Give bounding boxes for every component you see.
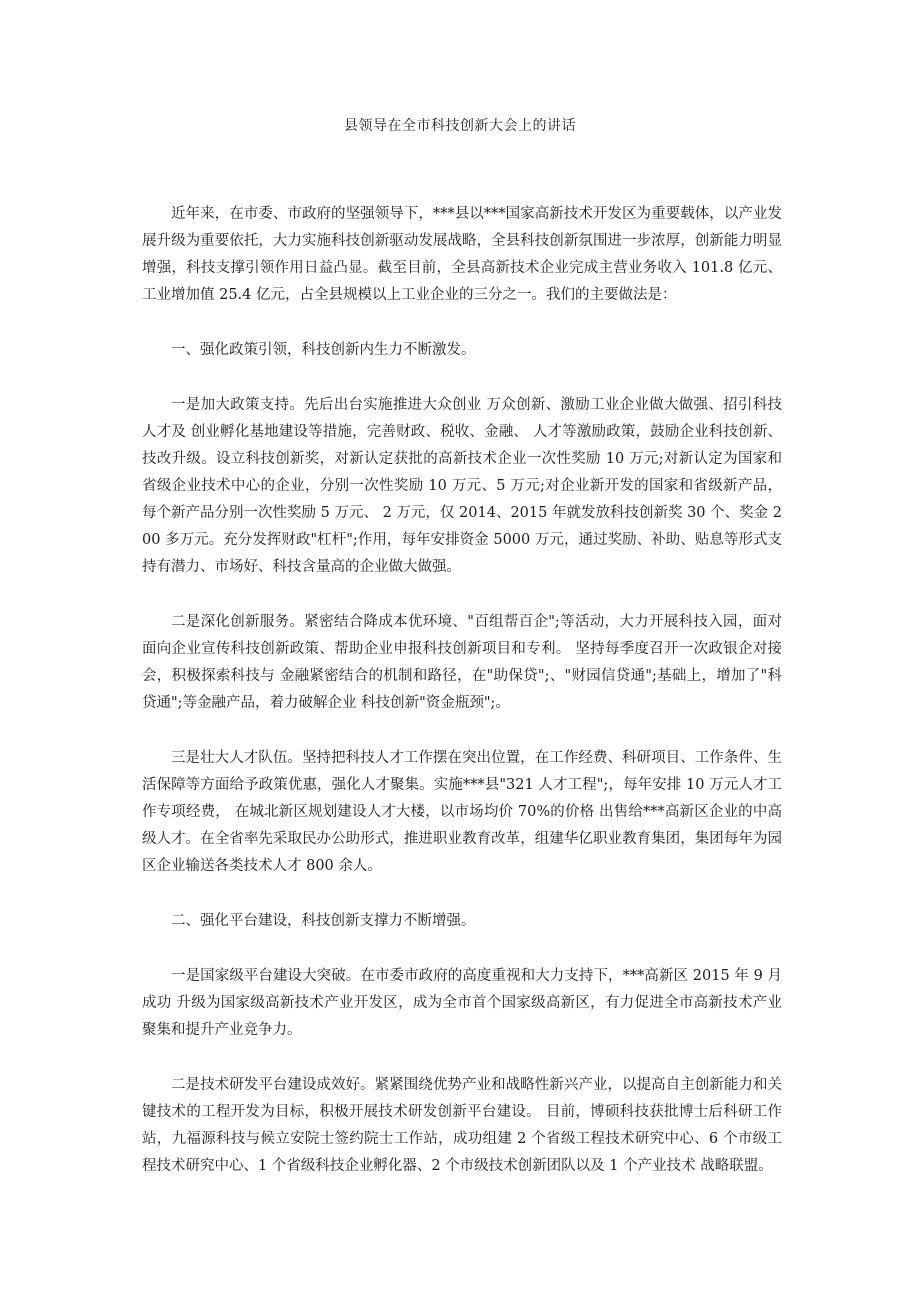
- rd-platform-paragraph: 二是技术研发平台建设成效好。紧紧围绕优势产业和战略性新兴产业，以提高自主创新能力和关键技术的工程开发为目标，积极开展技术研发创新平台建设。 目前，博硕科技获批博士后科研工作站，九福源科技与候立安院士签约院士工作站，成功组建 2 个省级工程技术研究中心、6 个市级工程技术研究中心、1 个省级科技企业孵化器、2 个市级技术创新团队以及 1 个产业技术 战略联盟。: [142, 1077, 782, 1174]
- national-platform-paragraph: 一是国家级平台建设大突破。在市委市政府的高度重视和大力支持下，***高新区 2015 年 9 月成功 升级为国家级高新技术产业开发区，成为全市首个国家级高新区，有力促进全市高新技术产业聚集和提升产业竞争力。: [142, 968, 782, 1038]
- intro-paragraph: 近年来，在市委、市政府的坚强领导下，***县以***国家高新技术开发区为重要载体，以产业发展升级为重要依托，大力实施科技创新驱动发展战略，全县科技创新氛围进一步浓厚，创新能力明显增强，科技支撑引领作用日益凸显。截至目前，全县高新技术企业完成主营业务收入 101.8 亿元、工业增加值 25.4 亿元，占全县规模以上工业企业的三分之一。我们的主要做法是：: [142, 206, 782, 303]
- policy-support-paragraph: 一是加大政策支持。先后出台实施推进大众创业 万众创新、激励工业企业做大做强、招引科技人才及 创业孵化基地建设等措施，完善财政、税收、金融、 人才等激励政策，鼓励企业科技创新、技改升级。设立科技创新奖，对新认定获批的高新技术企业一次性奖励 10 万元;对新认定为国家和省级企业技术中心的企业，分别一次性奖励 10 万元、5 万元;对企业新开发的国家和省级新产品，每个新产品分别一次性奖励 5 万元、 2 万元，仅 2014、2015 年就发放科技创新奖 30 个、奖金 200 多万元。充分发挥财政"杠杆";作用，每年安排资金 5000 万元，通过奖励、补助、贴息等形式支持有潜力、市场好、科技含量高的企业做大做强。: [142, 397, 782, 575]
- innovation-service-paragraph: 二是深化创新服务。紧密结合降成本优环境、"百组帮百企";等活动，大力开展科技入园，面对面向企业宣传科技创新政策、帮助企业申报科技创新项目和专利。 坚持每季度召开一次政银企对接会，积极探索科技与 金融紧密结合的机制和路径，在"助保贷";、"财园信贷通";基础上，增加了"科贷通";等金融产品，着力破解企业 科技创新"资金瓶颈";。: [142, 614, 782, 711]
- section-heading-1: 一、强化政策引领，科技创新内生力不断激发。: [171, 342, 476, 358]
- talent-team-paragraph: 三是壮大人才队伍。坚持把科技人才工作摆在突出位置，在工作经费、科研项目、工作条件、生活保障等方面给予政策优惠，强化人才聚集。实施***县"321 人才工程";，每年安排 10 万元人才工作专项经费， 在城北新区规划建设人才大楼，以市场均价 70%的价格 出售给***高新区企业的中高级人才。在全省率先采取民办公助形式，推进职业教育改革，组建华亿职业教育集团，集团每年为园区企业输送各类技术人才 800 余人。: [142, 750, 782, 874]
- section-heading-2: 二、强化平台建设，科技创新支撑力不断增强。: [171, 913, 476, 929]
- document-body: [142, 201, 782, 1208]
- document-title: 县领导在全市科技创新大会上的讲话: [344, 118, 576, 134]
